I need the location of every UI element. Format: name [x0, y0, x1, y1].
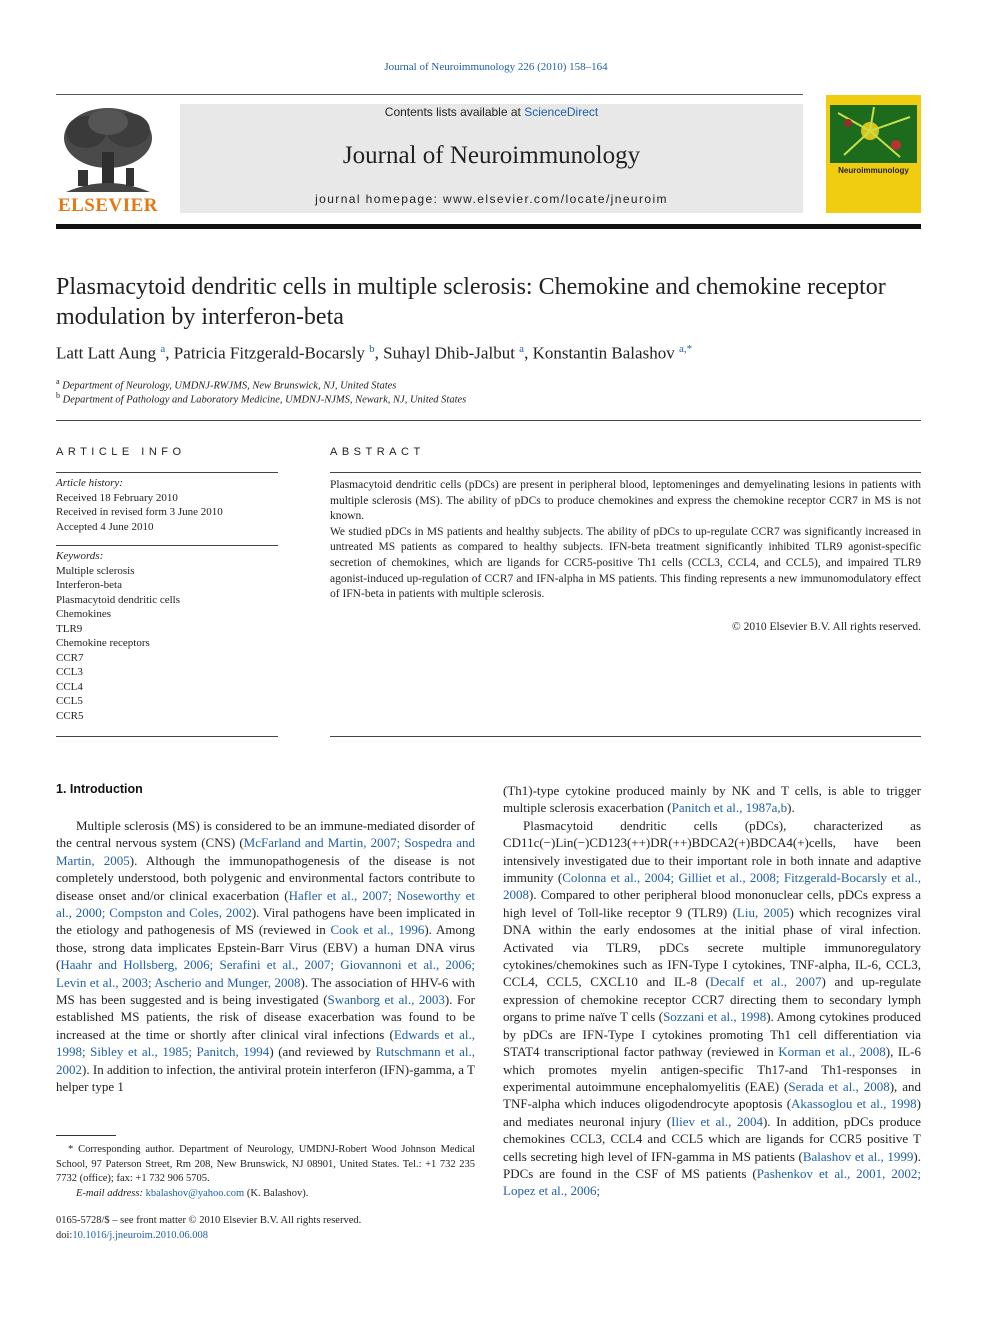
- corresponding-author-text: * Corresponding author. Department of Neurology, UMDNJ-Robert Wood Johnson Medical School, 97 Paterson Street, Rm 208, New Brunswick, NJ 08901, United States. Tel.: +1 732 235 7732 (office); fax: +1 732 906 5705.: [56, 1144, 475, 1184]
- keyword: CCR5: [56, 709, 84, 722]
- citation-link[interactable]: McFarland and Martin, 2007; Sospedra and Martin, 2005: [56, 835, 475, 868]
- intro-paragraph-2: Plasmacytoid dendritic cells (pDCs), characterized as CD11c(−)Lin(−)CD123(++)DR(++)BDCA2(+)BDCA4(+)cells, have been intensively investigated due to their important role in both innate and adaptive immunity (Colonna et al., 2004; Gilliet et al., 2008; Fitzgerald-Bocarsly et al., 2008). Compared to other peripheral blood mononuclear cells, pDCs express a high level of Toll-like receptor 9 (TLR9) (Liu, 2005) which recognizes viral DNA within the early endosomes at the initial phase of viral infection. Activated via TLR9, pDCs secrete multiple immunoregulatory cytokines/chemokines such as IFN-Type I cytokines, TNF-alpha, IL-6, CCL3, CCL4, CCL5, CXCL10 and IL-8 (Decalf et al., 2007) and up-regulate expression of chemokine receptor CCR7 directing them to secondary lymph organs to prime naïve T cells (Sozzani et al., 1998). Among cytokines produced by pDCs are IFN-Type I cytokines promoting Th1 cell differentiation via STAT4 transcriptional factor pathway (reviewed in Korman et al., 2008), IL-6 which promotes myelin antigen-specific Th17-and Th1-responses in experimental autoimmune encephalomyelitis (EAE) (Serada et al., 2008), and TNF-alpha which induces oligodendrocyte apoptosis (Akassoglou et al., 1998) and mediates neuronal injury (Iliev et al., 2004). In addition, pDCs produce chemokines CCL3, CCL4 and CCL5 which are ligands for CCR5 positive T cells secreting high level of IFN-gamma in MS patients (Balashov et al., 1999). PDCs are found in the CSF of MS patients (Pashenkov et al., 2001, 2002; Lopez et al., 2006;: [503, 817, 922, 1199]
- corresponding-author-footnote: [56, 1143, 475, 1201]
- issn-line: 0165-5728/$ – see front matter © 2010 Elsevier B.V. All rights reserved.: [56, 1215, 362, 1226]
- affiliation-a: [56, 377, 926, 392]
- journal-citation[interactable]: Journal of Neuroimmunology 226 (2010) 158–164: [384, 61, 608, 73]
- history-accepted: Accepted 4 June 2010: [56, 520, 154, 533]
- affiliation-text: Department of Neurology, UMDNJ-RWJMS, New Brunswick, NJ, United States: [62, 380, 397, 392]
- author-list: Latt Latt Aung $^a$, Patricia Fitzgerald-Bocarsly $^b$, Suhayl Dhib-Jalbut $^a$, Konstantin Balashov $^{a,*}$: [56, 343, 693, 363]
- keyword: CCL5: [56, 695, 83, 707]
- affiliation-b: [56, 391, 926, 406]
- keyword: TLR9: [56, 622, 83, 635]
- article-info-bottom-rule: [56, 736, 278, 737]
- tree-logo-icon: [56, 104, 160, 196]
- abstract-copyright: © 2010 Elsevier B.V. All rights reserved.: [732, 621, 921, 633]
- contents-line: [180, 105, 803, 119]
- intro-paragraph-1: Multiple sclerosis (MS) is considered to be an immune-mediated disorder of the central nervous system (CNS) (McFarland and Martin, 2007; Sospedra and Martin, 2005). Although the immunopathogenesis of the disease is not completely understood, both polygenic and environmental factors contribute to disease onset and/or clinical exacerbation (Hafler et al., 2007; Noseworthy et al., 2000; Compston and Coles, 2002). Viral pathogens have been implicated in the etiology and pathogenesis of MS (reviewed in Cook et al., 1996). Among those, strong data implicates Epstein-Barr Virus (EBV) a human DNA virus (Haahr and Hollsberg, 2006; Serafini et al., 2007; Giovannoni et al., 2006; Levin et al., 2003; Ascherio and Munger, 2008). The association of HHV-6 with MS has been suggested and is being investigated (Swanborg et al., 2003). For established MS patients, the risk of disease exacerbation was found to be increased at the time or shortly after clinical viral infections (Edwards et al., 1998; Sibley et al., 1985; Panitch, 1994) (and reviewed by Rutschmann et al., 2002). In addition to infection, the antiviral protein interferon (IFN)-gamma, a T helper type 1: [56, 818, 476, 1095]
- title-divider: [56, 420, 921, 421]
- keyword: CCL3: [56, 666, 83, 678]
- abstract-paragraph: Plasmacytoid dendritic cells (pDCs) are present in peripheral blood, leptomeninges and demyelinating lesions in patients with multiple sclerosis (MS). The ability of pDCs to produce chemokines and express the chemokine receptor CCR7 in MS is not known.: [330, 479, 921, 523]
- history-label: Article history:: [56, 477, 123, 489]
- sciencedirect-link[interactable]: ScienceDirect: [524, 105, 599, 119]
- author-name[interactable]: Konstantin Balashov: [532, 343, 675, 363]
- article-title: Plasmacytoid dendritic cells in multiple sclerosis: Chemokine and chemokine receptor modulation by interferon-beta: [56, 274, 886, 330]
- citation-link[interactable]: Rutschmann et al., 2002: [56, 1044, 475, 1077]
- citation-link[interactable]: Panitch et al., 1987a,b: [671, 800, 788, 816]
- citation-link[interactable]: Liu, 2005: [736, 904, 790, 920]
- affiliation-marker: a: [56, 377, 60, 386]
- history-revised: Received in revised form 3 June 2010: [56, 506, 223, 518]
- keywords-label: Keywords:: [56, 550, 104, 562]
- cover-image: [830, 105, 917, 163]
- doi-link[interactable]: 10.1016/j.jneuroim.2010.06.008: [72, 1229, 208, 1241]
- citation-link[interactable]: Swanborg et al., 2003: [327, 992, 445, 1008]
- keyword: Multiple sclerosis: [56, 564, 135, 577]
- article-info-rule: [56, 472, 278, 473]
- body-column-right: [503, 782, 921, 1200]
- keyword: Chemokine receptors: [56, 637, 150, 649]
- author-affiliation-marker[interactable]: b: [369, 343, 375, 355]
- abstract-rule: [330, 472, 921, 473]
- citation-link[interactable]: Cook et al., 1996: [330, 922, 425, 938]
- article-info-heading: ARTICLE INFO: [56, 446, 186, 458]
- neuron-image-icon: [830, 105, 917, 163]
- keywords-rule: [56, 545, 278, 546]
- citation-link[interactable]: Sozzani et al., 1998: [663, 1009, 767, 1025]
- journal-cover-thumbnail[interactable]: [826, 95, 921, 213]
- journal-homepage: [180, 192, 803, 206]
- citation-link[interactable]: Haahr and Hollsberg, 2006; Serafini et al., 2007; Giovannoni et al., 2006; Levin et al., 2003; Ascherio and Munger, 2008: [56, 957, 475, 990]
- affiliation-text: Department of Pathology and Laboratory Medicine, UMDNJ-NJMS, Newark, NJ, United States: [62, 394, 467, 406]
- keywords-block: [56, 549, 278, 723]
- article-history: [56, 476, 278, 534]
- citation-link[interactable]: Colonna et al., 2004; Gilliet et al., 2008; Fitzgerald-Bocarsly et al., 2008: [503, 870, 922, 903]
- doi-label: doi:: [56, 1229, 73, 1241]
- journal-name: Journal of Neuroimmunology: [342, 142, 641, 169]
- citation-link[interactable]: Hafler et al., 2007; Noseworthy et al., 2000; Compston and Coles, 2002: [56, 887, 475, 921]
- citation-link[interactable]: Pashenkov et al., 2001, 2002; Lopez et al., 2006;: [503, 1165, 921, 1199]
- email-label: E-mail address:: [76, 1187, 146, 1199]
- affiliation-marker: b: [56, 391, 60, 400]
- cover-label: Neuroimmunology: [838, 166, 909, 175]
- citation-link[interactable]: Serada et al., 2008: [788, 1078, 890, 1094]
- author-affiliation-marker[interactable]: a: [160, 343, 166, 355]
- keyword: CCR7: [56, 651, 84, 664]
- doi-line: [56, 1229, 475, 1244]
- citation-link[interactable]: Akassoglou et al., 1998: [791, 1096, 917, 1112]
- email-suffix: (K. Balashov).: [244, 1187, 309, 1199]
- section-heading-introduction: 1. Introduction: [56, 782, 143, 796]
- keyword: Chemokines: [56, 608, 111, 620]
- footnote-rule: [56, 1135, 116, 1136]
- author-name[interactable]: Latt Latt Aung: [56, 343, 157, 363]
- email-line: [56, 1187, 475, 1202]
- author-affiliation-marker[interactable]: a: [519, 343, 525, 355]
- author-name[interactable]: Suhayl Dhib-Jalbut: [383, 343, 515, 363]
- abstract-body: [330, 478, 921, 603]
- keyword: CCL4: [56, 680, 83, 693]
- abstract-heading: ABSTRACT: [330, 446, 425, 458]
- keyword: Interferon-beta: [56, 579, 122, 591]
- intro-paragraph-1-continued: (Th1)-type cytokine produced mainly by NK and T cells, is able to trigger multiple sclerosis exacerbation (Panitch et al., 1987a,b).: [503, 783, 921, 816]
- keyword-list: [56, 564, 278, 724]
- publisher-logo-text: ELSEVIER: [57, 195, 159, 216]
- author-name[interactable]: Patricia Fitzgerald-Bocarsly: [173, 343, 365, 363]
- header-top-rule: [56, 94, 803, 95]
- history-received: Received 18 February 2010: [56, 491, 178, 504]
- abstract-bottom-rule: [330, 736, 921, 737]
- contents-prefix: Contents lists available at: [384, 105, 525, 119]
- abstract-paragraph: We studied pDCs in MS patients and healthy subjects. The ability of pDCs to up-regulate CCR7 was significantly increased in untreated MS patients as compared to healthy subjects. IFN-beta treatment significantly inhibited TLR9 agonist-specific secretion of chemokines, which are ligands for CCR5-positive Th1 cells (CCL3, CCL4, and CCL5), and impaired TLR9 agonist-induced up-regulation of CCR7 and IFN-alpha in MS patients. This finding represents a new immunomodulatory effect of IFN-beta in patients with multiple sclerosis.: [330, 525, 921, 601]
- citation-link[interactable]: Decalf et al., 2007: [709, 974, 822, 990]
- body-column-left: [56, 817, 475, 1096]
- citation-link[interactable]: Edwards et al., 1998; Sibley et al., 1985; Panitch, 1994: [56, 1026, 475, 1060]
- citation-link[interactable]: Korman et al., 2008: [778, 1044, 886, 1060]
- citation-link[interactable]: Iliev et al., 2004: [671, 1113, 763, 1129]
- author-affiliation-marker[interactable]: a,*: [678, 343, 693, 355]
- email-link[interactable]: kbalashov@yahoo.com: [145, 1187, 245, 1199]
- header-thick-rule: [56, 224, 921, 229]
- citation-link[interactable]: Balashov et al., 1999: [802, 1148, 914, 1164]
- homepage-url[interactable]: www.elsevier.com/locate/jneuroim: [443, 192, 668, 206]
- homepage-prefix: journal homepage:: [315, 192, 444, 206]
- front-matter: [56, 1214, 475, 1243]
- keyword: Plasmacytoid dendritic cells: [56, 593, 181, 606]
